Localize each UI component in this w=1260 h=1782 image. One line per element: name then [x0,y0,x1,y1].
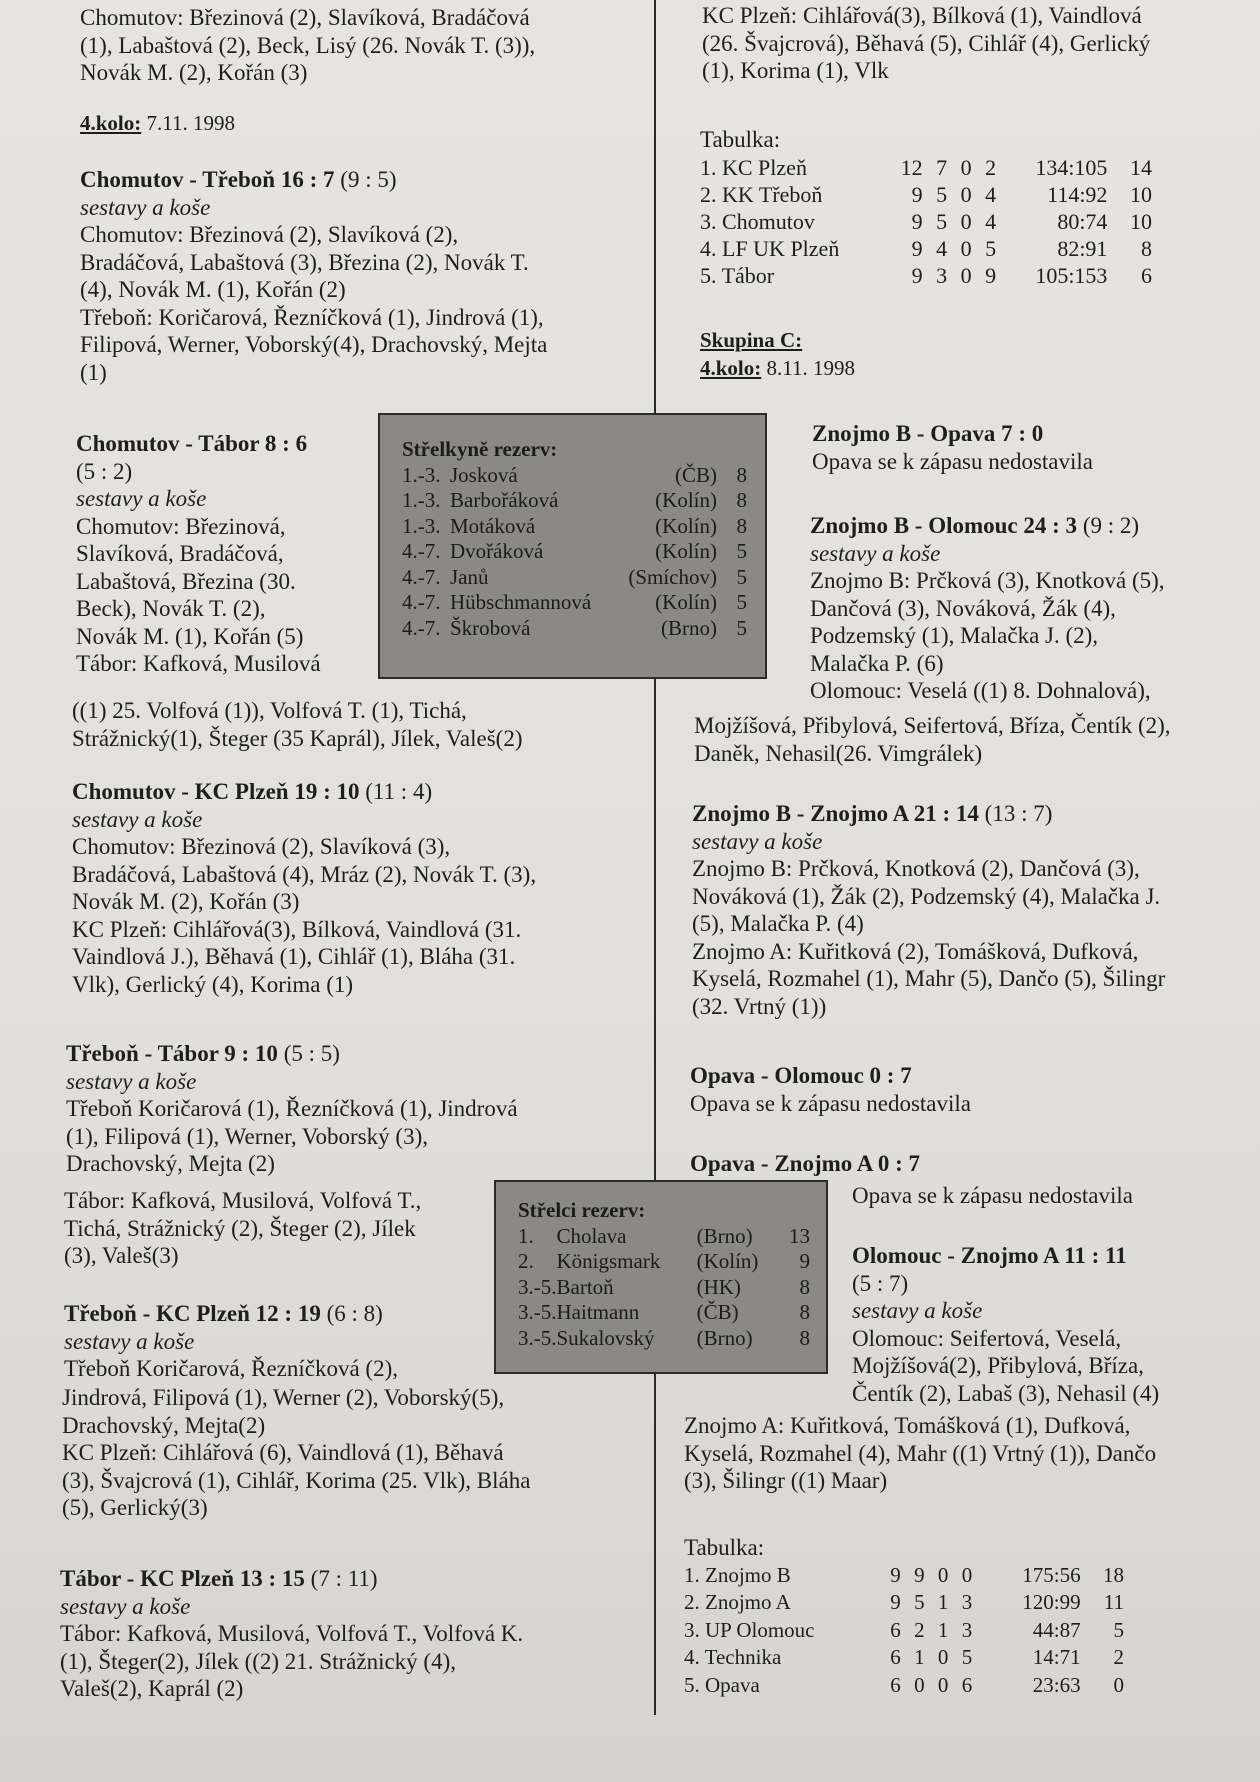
scorer-goals: 8 [799,1274,810,1299]
draws: 0 [960,181,972,207]
match-subtitle: sestavy a koše [72,806,203,832]
goal-score: 44:87 [1032,1617,1081,1642]
lineup-line: Valeš(2), Kaprál (2) [60,1676,244,1701]
wins: 5 [936,181,948,207]
scorer-club: (Brno) [696,1325,753,1350]
lineup-line: Slavíková, Bradáčová, [76,541,284,566]
wins: 9 [914,1562,925,1587]
match-chomutov-trebon [80,166,615,386]
match-note: Opava se k zápasu nedostavila [812,448,1094,474]
lineup-line: Drachovský, Mejta(2) [62,1412,266,1438]
losses: 9 [985,262,997,288]
match-score: 21 : 14 [913,801,979,826]
lineup-line: Drachovský, Mejta (2) [66,1151,275,1176]
left-intro [80,4,615,87]
match-title: Chomutov - Tábor 8 : 6 [76,431,308,456]
match-score: 9 : 10 [224,1041,278,1066]
scorer-goals: 13 [789,1223,810,1248]
match-trebon-tabor-narrow [64,1187,494,1270]
scorers-table [518,1224,810,1352]
scorer-club: (ČB) [696,1300,739,1324]
played: 9 [911,262,923,288]
scorer-goals: 5 [736,539,747,563]
match-subtitle: sestavy a koše [66,1068,197,1094]
table-row [518,1300,810,1326]
scorer-rank: 1.-3. [402,513,441,538]
scorer-rank: 2. [518,1249,534,1273]
lineup-line: Mojžíšová, Přibylová, Seifertová, Bříza, Čentík (2), [694,713,1171,738]
team-name: 3. UP Olomouc [684,1617,815,1642]
scorer-rank: 3.-5. [518,1300,557,1324]
column-divider [654,0,656,1715]
match-halftime: (9 : 5) [340,167,397,192]
box-heading: Střelkyně rezerv: [402,437,558,461]
match-opava-znojmoa-note [852,1182,1212,1210]
table-row [684,1644,1124,1672]
lineup-line: Mojžíšová(2), Přibylová, Bříza, [852,1353,1144,1378]
match-halftime: (11 : 4) [365,779,433,804]
match-teams: Třeboň - Tábor [66,1041,219,1066]
scorers-women-box [378,413,767,679]
table-row [518,1249,810,1275]
scorer-club: (Kolín) [655,590,717,614]
text-line: (26. Švajcrová), Běhavá (5), Cihlář (4), Gerlický [702,30,1151,56]
match-teams: Třeboň - KC Plzeň [64,1301,250,1326]
team-name: 5. Opava [684,1672,760,1697]
table-row [518,1326,810,1352]
scorer-name: Sukalovský [556,1325,655,1350]
wins: 1 [914,1645,925,1669]
scorer-name: Škrobová [450,615,531,640]
match-teams: Tábor - KC Plzeň [60,1566,234,1591]
scorer-goals: 9 [799,1249,810,1273]
group-c-heading [700,327,1100,382]
played: 9 [911,235,923,261]
points: 10 [1130,181,1152,207]
lineup-line: Třeboň Koričarová (1), Řezníčková (1), Jindrová [66,1096,518,1121]
team-name: 4. Technika [684,1645,782,1669]
scorer-name: Motáková [450,513,536,538]
match-subtitle: sestavy a koše [64,1328,195,1354]
lineup-line: (5), Malačka P. (4) [692,911,864,936]
points: 18 [1103,1562,1124,1587]
scorer-rank: 4.-7. [402,539,441,563]
table-row [700,181,1152,208]
goal-score: 82:91 [1057,235,1108,261]
scorer-goals: 8 [799,1300,810,1324]
points: 6 [1141,262,1152,288]
scorer-club: (Brno) [661,615,717,640]
table-row [684,1562,1124,1590]
lineup-line: Nováková (1), Žák (2), Podzemský (4), Malačka J. [692,883,1161,909]
group-label: Skupina C: [700,328,803,352]
points: 0 [1113,1672,1124,1697]
points: 10 [1130,208,1152,234]
points: 11 [1103,1590,1124,1614]
draws: 1 [937,1617,949,1642]
match-chomutov-kcplzen [72,778,612,998]
lineup-line: Bradáčová, Labaštová (3), Březina (2), Novák T. [80,249,529,275]
table-row [700,262,1152,289]
lineup-line: Kyselá, Rozmahel (1), Mahr (5), Dančo (5), Šilingr [692,966,1166,991]
draws: 0 [960,154,972,180]
scorer-rank: 3.-5. [518,1325,557,1350]
scorer-name: Bartoň [556,1274,614,1299]
match-trebon-tabor [66,1040,606,1178]
box-heading: Střelci rezerv: [518,1198,646,1222]
match-halftime: (5 : 2) [76,458,133,484]
match-znojmob-olomouc-cont [694,712,1219,767]
lineup-line: Tábor: Kafková, Musilová [76,651,321,676]
points: 14 [1130,154,1152,180]
wins: 4 [936,235,948,261]
played: 12 [900,154,923,180]
team-name: 2. Znojmo A [684,1590,791,1614]
lineup-line: Tábor: Kafková, Musilová, Volfová T., Volfová K. [60,1621,524,1646]
match-teams: Znojmo B - Znojmo A [692,801,908,826]
lineup-line: (4), Novák M. (1), Kořán (2) [80,277,346,302]
scorer-goals: 5 [736,615,747,640]
lineup-line: KC Plzeň: Cihlářová(3), Bílková, Vaindlová (31. [72,916,522,942]
scorer-name: Königsmark [556,1249,661,1273]
wins: 3 [936,262,948,288]
played: 6 [890,1645,901,1669]
lineup-line: Novák M. (2), Kořán (3) [72,889,300,914]
lineup-line: Třeboň Koričarová, Řezníčková (2), [64,1356,398,1381]
match-subtitle: sestavy a koše [852,1298,983,1323]
losses: 3 [961,1590,973,1614]
table-row [402,616,747,642]
match-title [60,1565,620,1593]
points: 2 [1113,1645,1124,1669]
match-halftime: (5 : 5) [283,1041,340,1066]
table-row [518,1275,810,1301]
scorer-goals: 5 [736,590,747,614]
match-halftime: (9 : 2) [1082,513,1140,538]
scorer-name: Barbořáková [450,488,559,512]
text-line: Chomutov: Březinová (2), Slavíková, Bradáčová [80,5,530,30]
match-title [64,1300,494,1328]
lineup-line: Chomutov: Březinová, [76,513,286,539]
scorer-rank: 4.-7. [402,615,441,640]
losses: 4 [985,208,997,234]
lineup-line: Filipová, Werner, Voborský(4), Drachovský, Mejta [80,332,548,357]
team-name: 1. Znojmo B [684,1562,791,1587]
scorer-club: (ČB) [675,462,717,487]
points: 8 [1141,235,1152,261]
wins: 0 [914,1672,925,1697]
table-row [518,1224,810,1250]
match-chomutov-tabor [76,430,361,678]
match-title: Znojmo B - Opava 7 : 0 [812,421,1044,446]
team-name: 5. Tábor [700,262,775,288]
text-line: (1), Labaštová (2), Beck, Lisý (26. Novák T. (3)), [80,32,536,58]
lineup-line: Chomutov: Březinová (2), Slavíková (2), [80,222,459,247]
wins: 5 [936,208,948,234]
table-row [700,154,1152,181]
lineup-line: Tábor: Kafková, Musilová, Volfová T., [64,1188,422,1213]
scorer-rank: 1.-3. [402,462,441,487]
points: 5 [1113,1617,1124,1642]
table-label: Tabulka: [684,1535,765,1560]
goal-score: 80:74 [1057,208,1108,234]
played: 9 [911,181,923,207]
lineup-line: Strážnický(1), Šteger (35 Kaprál), Jílek, Valeš(2) [72,725,523,751]
standings-table [684,1562,1124,1700]
lineup-line: (32. Vrtný (1)) [692,993,827,1019]
match-subtitle: sestavy a koše [80,194,211,220]
match-title: Olomouc - Znojmo A 11 : 11 [852,1243,1127,1268]
draws: 0 [960,262,972,288]
table-group-c [684,1534,1164,1699]
lineup-line: Znojmo B: Prčková, Knotková (2), Dančová (3), [692,856,1140,881]
table-row [402,565,747,591]
match-tabor-kcplzen [60,1565,620,1703]
scorer-club: (Kolín) [655,488,717,512]
draws: 0 [960,208,972,234]
table-row [402,488,747,514]
team-name: 3. Chomutov [700,208,815,234]
wins: 2 [914,1617,925,1642]
match-subtitle: sestavy a koše [60,1593,191,1619]
table-group-b [700,126,1160,289]
match-title [810,512,1210,540]
match-score: 16 : 7 [280,167,335,192]
lineup-line: Třeboň: Koričarová, Řezníčková (1), Jindrová (1), [80,304,544,330]
team-name: 1. KC Plzeň [700,154,807,180]
scorer-club: (Brno) [696,1223,753,1248]
scorer-club: (Kolín) [655,539,717,563]
goal-score: 105:153 [1035,262,1108,288]
scorer-club: (HK) [696,1274,741,1299]
round-date: 7.11. 1998 [146,111,235,135]
team-name: 2. KK Třeboň [700,181,823,207]
text-line: KC Plzeň: Cihlářová(3), Bílková (1), Vaindlová [702,3,1142,28]
lineup-line: Olomouc: Veselá ((1) 8. Dohnalová), [810,678,1151,703]
match-score: 19 : 10 [294,779,360,804]
scorer-goals: 5 [736,564,747,589]
table-row [684,1672,1124,1700]
match-halftime: (6 : 8) [326,1301,383,1326]
draws: 0 [960,235,972,261]
match-subtitle: sestavy a koše [76,486,207,511]
round-label: 4.kolo: [80,111,142,135]
match-olomouc-znojmoa-cont [684,1412,1214,1495]
lineup-line: (1), Šteger(2), Jílek ((2) 21. Strážnický (4), [60,1648,456,1674]
match-znojmob-olomouc [810,512,1210,705]
table-row [684,1617,1124,1645]
round-heading [80,110,380,138]
lineup-line: Čentík (2), Labaš (3), Nehasil (4) [852,1380,1160,1406]
match-note: Opava se k zápasu nedostavila [690,1090,972,1116]
lineup-line: (3), Švajcrová (1), Cihlář, Korima (25. Vlk), Bláha [62,1467,531,1493]
lineup-line: Daněk, Nehasil(26. Vimgrálek) [694,740,983,766]
table-label: Tabulka: [700,127,781,152]
scorer-club: (Kolín) [696,1249,759,1273]
draws: 0 [937,1672,949,1697]
draws: 0 [937,1562,949,1587]
match-znojmob-znojmoa [692,800,1222,1020]
scorer-name: Dvořáková [450,539,544,563]
goal-score: 114:92 [1047,181,1108,207]
wins: 5 [914,1590,925,1614]
text-line: (1), Korima (1), Vlk [702,58,889,83]
lineup-line: Vlk), Gerlický (4), Korima (1) [72,971,354,997]
match-title [72,778,612,806]
match-title [692,800,1222,828]
round-label: 4.kolo: [700,355,762,380]
played: 9 [890,1590,901,1614]
match-title: Opava - Olomouc 0 : 7 [690,1063,912,1088]
right-intro [702,2,1222,85]
table-row [684,1589,1124,1617]
table-row [402,514,747,540]
match-halftime: (5 : 7) [852,1270,909,1296]
lineup-line: (5), Gerlický(3) [62,1495,208,1520]
match-teams: Chomutov - KC Plzeň [72,779,289,804]
draws: 0 [937,1645,949,1669]
draws: 1 [937,1590,949,1614]
lineup-line: Chomutov: Březinová (2), Slavíková (3), [72,834,451,859]
match-trebon-kcplzen [64,1300,494,1383]
losses: 2 [985,154,997,180]
table-row [700,208,1152,235]
losses: 5 [961,1645,973,1669]
played: 9 [911,208,923,234]
match-halftime: (13 : 7) [984,801,1053,826]
lineup-line: Olomouc: Seifertová, Veselá, [852,1325,1122,1351]
scorer-rank: 1.-3. [402,488,441,512]
lineup-line: Jindrová, Filipová (1), Werner (2), Voborský(5), [62,1385,505,1410]
lineup-line: Beck), Novák T. (2), [76,596,266,621]
lineup-line: Tichá, Strážnický (2), Šteger (2), Jílek [64,1215,416,1241]
scorer-rank: 1. [518,1223,534,1248]
match-olomouc-znojmoa [852,1242,1212,1407]
lineup-line: (1) [80,359,107,385]
lineup-line: Dančová (3), Nováková, Žák (4), [810,595,1116,621]
losses: 3 [961,1617,973,1642]
played: 6 [890,1672,901,1697]
lineup-line: Novák M. (1), Kořán (5) [76,623,304,649]
standings-table [700,154,1152,289]
losses: 5 [985,235,997,261]
wins: 7 [936,154,948,180]
lineup-line: Malačka P. (6) [810,650,944,676]
lineup-line: Labaštová, Březina (30. [76,568,296,594]
match-chomutov-tabor-cont [72,697,632,752]
scorers-table [402,463,747,642]
lineup-line: Podzemský (1), Malačka J. (2), [810,623,1099,648]
losses: 6 [961,1672,973,1697]
lineup-line: Znojmo A: Kuřitková, Tomášková (1), Dufková, [684,1413,1131,1438]
match-teams: Chomutov - Třeboň [80,167,276,192]
scorer-name: Janů [450,564,489,589]
match-score: 13 : 15 [239,1566,305,1591]
scorer-rank: 4.-7. [402,590,441,614]
match-score: 12 : 19 [255,1301,321,1326]
played: 6 [890,1617,901,1642]
match-znojmob-opava [812,420,1222,475]
scorer-club: (Smíchov) [628,564,717,589]
table-row [700,235,1152,262]
scorer-name: Haitmann [556,1300,640,1324]
match-title: Opava - Znojmo A 0 : 7 [690,1151,921,1176]
match-teams: Znojmo B - Olomouc [810,513,1018,538]
lineup-line: (3), Valeš(3) [64,1243,179,1268]
match-subtitle: sestavy a koše [810,540,941,566]
lineup-line: ((1) 25. Volfová (1)), Volfová T. (1), Tichá, [72,698,467,723]
losses: 4 [985,181,997,207]
scorer-goals: 8 [736,513,747,538]
goal-score: 23:63 [1032,1672,1081,1697]
played: 9 [890,1562,901,1587]
goal-score: 134:105 [1035,154,1108,180]
scorer-rank: 4.-7. [402,564,441,589]
scorer-name: Cholava [556,1223,627,1248]
scorer-goals: 8 [736,462,747,487]
scorer-name: Josková [450,462,518,487]
scorer-goals: 8 [736,488,747,512]
match-subtitle: sestavy a koše [692,828,823,854]
losses: 0 [961,1562,973,1587]
match-trebon-kcplzen-cont [62,1384,622,1522]
scorer-club: (Kolín) [655,513,717,538]
lineup-line: KC Plzeň: Cihlářová (6), Vaindlová (1), Běhavá [62,1440,504,1465]
lineup-line: Znojmo A: Kuřitková (2), Tomášková, Dufková, [692,938,1139,964]
lineup-line: Kyselá, Rozmahel (4), Mahr ((1) Vrtný (1)), Dančo [684,1440,1157,1466]
scorers-men-box [494,1180,828,1374]
match-score: 24 : 3 [1023,513,1078,538]
match-title [66,1040,606,1068]
scorer-name: Hübschmannová [450,590,592,614]
goal-score: 175:56 [1022,1562,1081,1587]
lineup-line: (3), Šilingr ((1) Maar) [684,1468,888,1493]
match-note: Opava se k zápasu nedostavila [852,1183,1134,1208]
table-row [402,463,747,489]
text-line: Novák M. (2), Kořán (3) [80,60,308,85]
table-row [402,590,747,616]
goal-score: 120:99 [1022,1590,1081,1614]
scorer-goals: 8 [799,1325,810,1350]
lineup-line: Bradáčová, Labaštová (4), Mráz (2), Novák T. (3), [72,861,537,887]
team-name: 4. LF UK Plzeň [700,235,840,261]
lineup-line: Vaindlová J.), Běhavá (1), Cihlář (1), Bláha (31. [72,944,516,969]
match-halftime: (7 : 11) [310,1566,378,1591]
match-opava-olomouc [690,1062,1190,1117]
match-title [80,166,615,194]
match-opava-znojmoa [690,1150,1190,1178]
lineup-line: (1), Filipová (1), Werner, Voborský (3), [66,1123,428,1149]
round-date: 8.11. 1998 [766,355,855,380]
goal-score: 14:71 [1032,1645,1081,1669]
lineup-line: Znojmo B: Prčková (3), Knotková (5), [810,568,1165,593]
scorer-rank: 3.-5. [518,1274,557,1299]
table-row [402,539,747,565]
